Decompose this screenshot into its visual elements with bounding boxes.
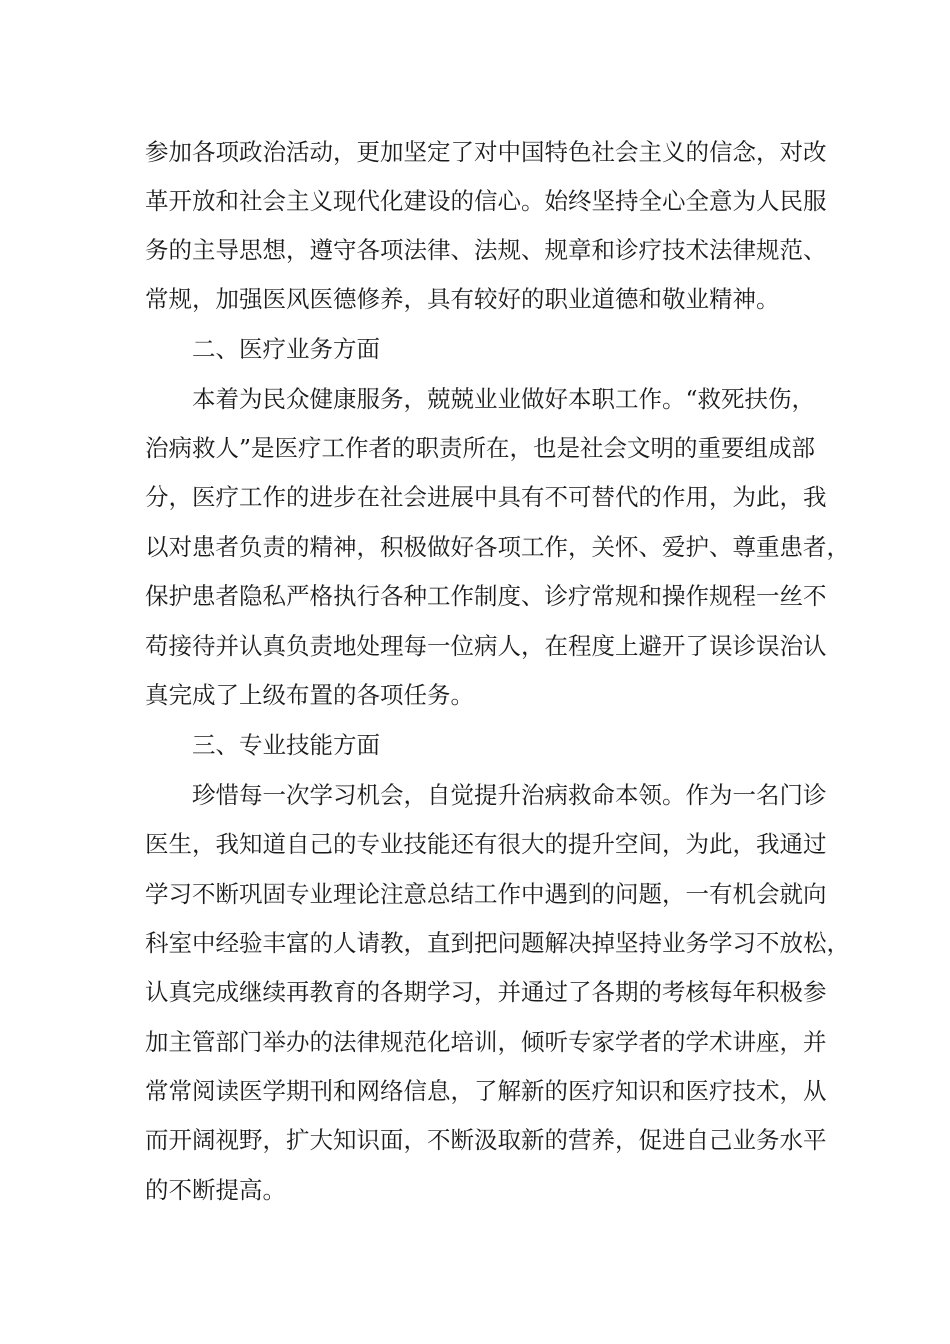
text-line: 认真完成继续再教育的各期学习，并通过了各期的考核每年积极参 bbox=[145, 978, 827, 1006]
text-line: 革开放和社会主义现代化建设的信心。始终坚持全心全意为人民服 bbox=[145, 187, 827, 215]
text-line: 而开阔视野，扩大知识面，不断汲取新的营养，促进自己业务水平 bbox=[145, 1126, 827, 1154]
text-line: 参加各项政治活动，更加坚定了对中国特色社会主义的信念，对改 bbox=[145, 138, 827, 166]
text-line: 医生，我知道自己的专业技能还有很大的提升空间，为此，我通过 bbox=[145, 830, 827, 858]
text-line: 常常阅读医学期刊和网络信息，了解新的医疗知识和医疗技术，从 bbox=[145, 1077, 827, 1105]
text-line: 分，医疗工作的进步在社会进展中具有不可替代的作用，为此，我 bbox=[145, 483, 827, 511]
paragraph-first-line: 珍惜每一次学习机会，自觉提升治病救命本领。作为一名门诊 bbox=[192, 781, 827, 809]
text-line: 常规，加强医风医德修养，具有较好的职业道德和敬业精神。 bbox=[145, 285, 780, 313]
text-line: 保护患者隐私严格执行各种工作制度、诊疗常规和操作规程一丝不 bbox=[145, 582, 827, 610]
text-line: 学习不断巩固专业理论注意总结工作中遇到的问题，一有机会就向 bbox=[145, 880, 827, 908]
text-line: 科室中经验丰富的人请教，直到把问题解决掉坚持业务学习不放松， bbox=[145, 929, 850, 957]
paragraph-first-line: 本着为民众健康服务，兢兢业业做好本职工作。“救死扶伤， bbox=[192, 385, 816, 413]
text-line: 治病救人”是医疗工作者的职责所在，也是社会文明的重要组成部 bbox=[145, 434, 816, 462]
section-heading: 二、医疗业务方面 bbox=[192, 335, 380, 363]
text-line: 真完成了上级布置的各项任务。 bbox=[145, 681, 474, 709]
text-line: 以对患者负责的精神，积极做好各项工作，关怀、爱护、尊重患者， bbox=[145, 533, 850, 561]
text-line: 加主管部门举办的法律规范化培训，倾听专家学者的学术讲座，并 bbox=[145, 1028, 827, 1056]
text-line: 的不断提高。 bbox=[145, 1176, 286, 1204]
section-heading: 三、专业技能方面 bbox=[192, 731, 380, 759]
text-line: 苟接待并认真负责地处理每一位病人，在程度上避开了误诊误治认 bbox=[145, 632, 827, 660]
text-line: 务的主导思想，遵守各项法律、法规、规章和诊疗技术法律规范、 bbox=[145, 236, 827, 264]
